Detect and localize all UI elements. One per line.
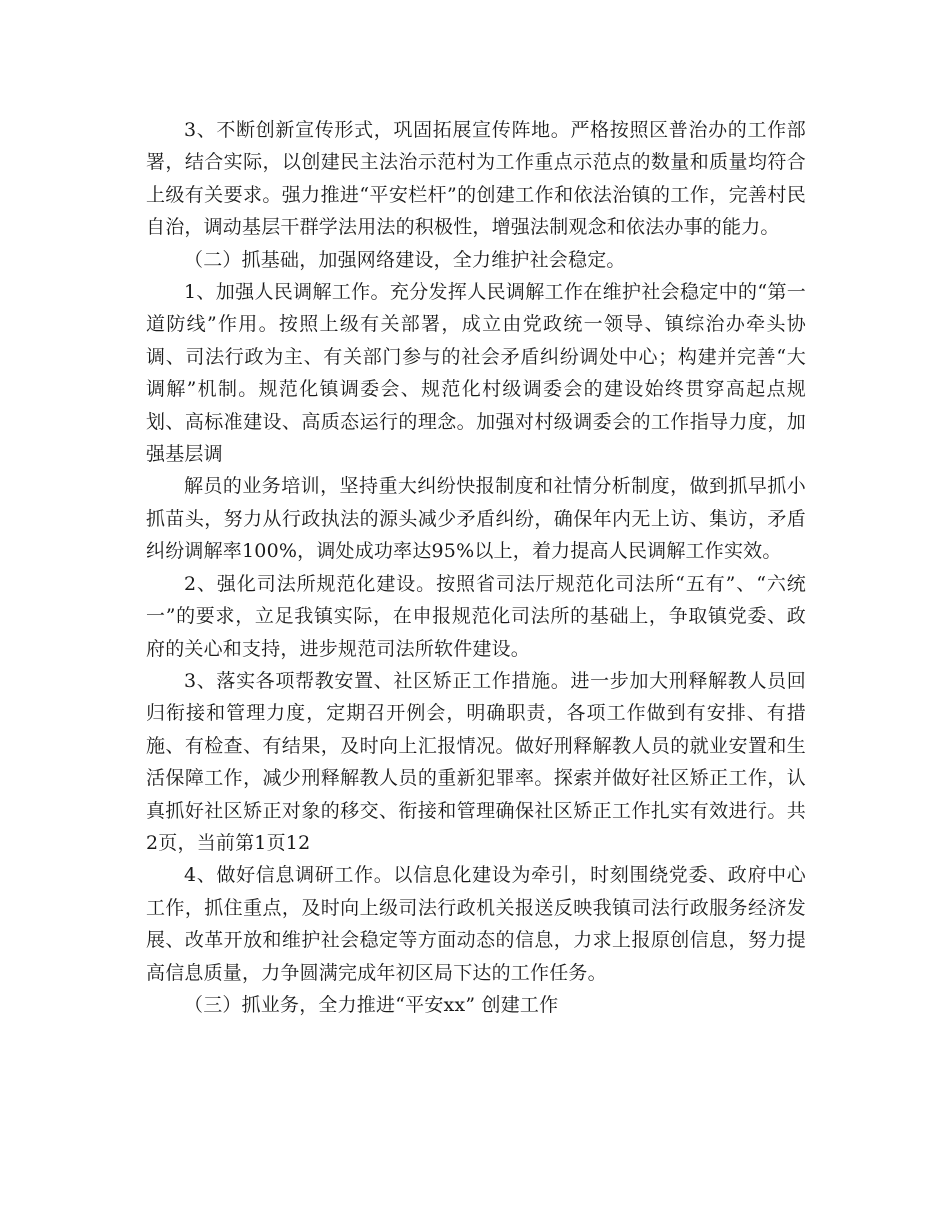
paragraph-judicial-office: 2、强化司法所规范化建设。按照省司法厅规范化司法所“五有”、“六统一”的要求，立足我镇实际，在申报规范化司法所的基础上，争取镇党委、政府的关心和支持，进步规范司法所软件建设。 <box>146 572 806 660</box>
section-heading-two: （二）抓基础，加强网络建设，全力维护社会稳定。 <box>184 248 626 271</box>
paragraph-mediation-continued: 解员的业务培训，坚持重大纠纷快报制度和社情分析制度，做到抓早抓小抓苗头，努力从行政执法的源头减少矛盾纠纷，确保年内无上访、集访，矛盾纠纷调解率100%，调处成功率达95%以上，着力提高人民调解工作实效。 <box>146 475 806 563</box>
paragraph-community-correction: 3、落实各项帮教安置、社区矫正工作措施。进一步加大刑释解教人员回归衔接和管理力度，定期召开例会，明确职责，各项工作做到有安排、有措施、有检查、有结果，及时向上汇报情况。做好刑释解教人员的就业安置和生活保障工作，减少刑释解教人员的重新犯罪率。探索并做好社区矫正工作，认真抓好社区矫正对象的移交、衔接和管理确保社区矫正工作扎实有效进行。共2页，当前第1页12 <box>146 669 806 854</box>
paragraph-propaganda: 3、不断创新宣传形式，巩固拓展宣传阵地。严格按照区普治办的工作部署，结合实际，以创建民主法治示范村为工作重点示范点的数量和质量均符合上级有关要求。强力推进“平安栏杆”的创建工作和依法治镇的工作，完善村民自治，调动基层干群学法用法的积极性，增强法制观念和依法办事的能力。 <box>146 119 806 239</box>
section-heading-three: （三）抓业务，全力推进“平安xx” 创建工作 <box>184 993 559 1016</box>
paragraph-information-research: 4、做好信息调研工作。以信息化建设为牵引，时刻围绕党委、政府中心工作，抓住重点，及时向上级司法行政机关报送反映我镇司法行政服务经济发展、改革开放和维护社会稳定等方面动态的信息，力求上报原创信息，努力提高信息质量，力争圆满完成年初区局下达的工作任务。 <box>146 864 806 984</box>
document-body <box>146 114 806 1021</box>
paragraph-mediation: 1、加强人民调解工作。充分发挥人民调解工作在维护社会稳定中的“第一道防线”作用。按照上级有关部署，成立由党政统一领导、镇综治办牵头协调、司法行政为主、有关部门参与的社会矛盾纠纷调处中心；构建并完善“大调解”机制。规范化镇调委会、规范化村级调委会的建设始终贯穿高起点规划、高标准建设、高质态运行的理念。加强对村级调委会的工作指导力度，加强基层调 <box>146 281 806 466</box>
